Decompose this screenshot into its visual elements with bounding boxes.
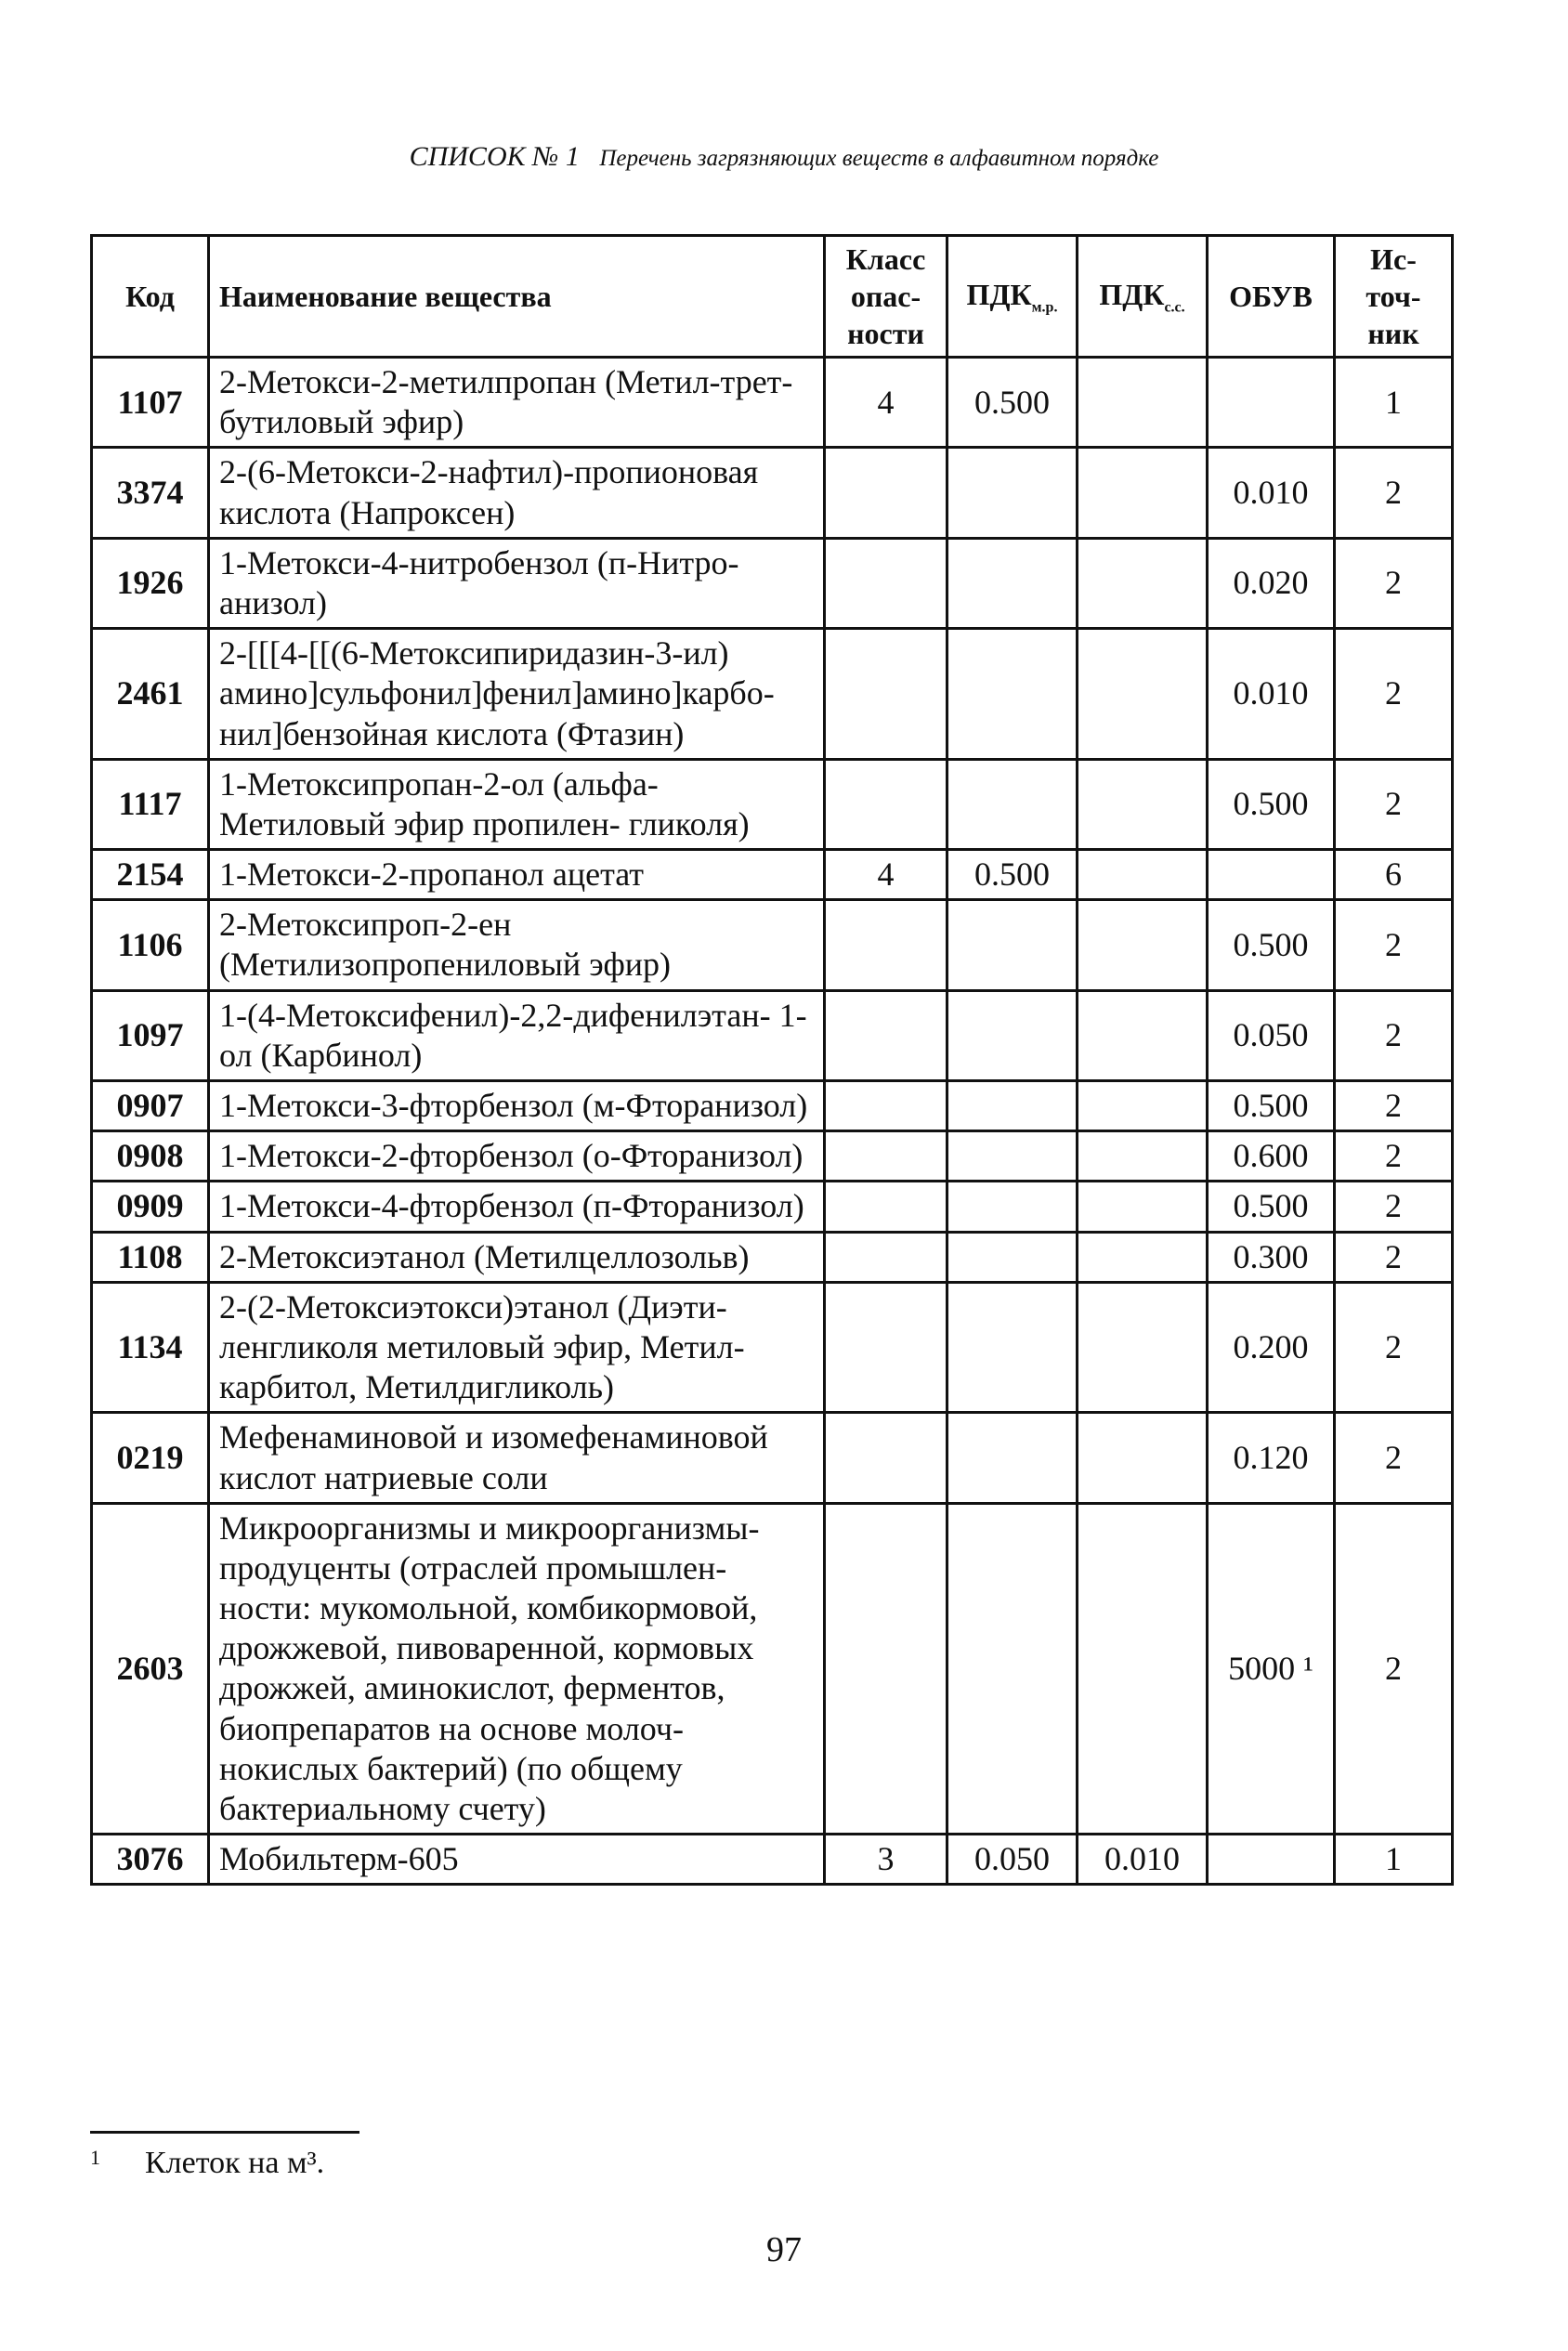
cell-source: 2 bbox=[1335, 1232, 1453, 1282]
cell-name: 1-Метокси-2-фторбензол (о-Фторанизол) bbox=[209, 1131, 825, 1182]
cell-hazard-class bbox=[825, 1282, 947, 1413]
table-row bbox=[92, 1503, 1453, 1835]
cell-code: 0907 bbox=[92, 1081, 209, 1131]
cell-pdk-mr bbox=[947, 1282, 1078, 1413]
cell-hazard-class bbox=[825, 1503, 947, 1835]
cell-obuv: 5000 ¹ bbox=[1208, 1503, 1335, 1835]
table-header bbox=[92, 236, 1453, 358]
footnote-divider bbox=[90, 2131, 359, 2134]
list-title: СПИСОК № 1 bbox=[409, 141, 580, 172]
substances-table bbox=[90, 234, 1454, 1886]
cell-name: 1-Метокси-4-нитробензол (п-Нитро- анизол) bbox=[209, 538, 825, 628]
cell-code: 0219 bbox=[92, 1413, 209, 1503]
cell-source: 2 bbox=[1335, 629, 1453, 760]
table-row bbox=[92, 990, 1453, 1080]
cell-code: 2461 bbox=[92, 629, 209, 760]
cell-hazard-class bbox=[825, 1131, 947, 1182]
cell-pdk-mr: 0.500 bbox=[947, 850, 1078, 900]
footnote-marker: 1 bbox=[90, 2146, 100, 2169]
cell-pdk-ss bbox=[1078, 1081, 1208, 1131]
cell-code: 1117 bbox=[92, 759, 209, 849]
cell-pdk-ss bbox=[1078, 1503, 1208, 1835]
cell-pdk-ss bbox=[1078, 990, 1208, 1080]
table-row bbox=[92, 759, 1453, 849]
table-row bbox=[92, 1835, 1453, 1885]
cell-name: 2-(2-Метоксиэтокси)этанол (Диэти- ленгликоля метиловый эфир, Метил- карбитол, Метилдигликоль) bbox=[209, 1282, 825, 1413]
cell-pdk-mr bbox=[947, 900, 1078, 990]
col-header-hazard-class: Класс опас- ности bbox=[825, 236, 947, 358]
cell-hazard-class bbox=[825, 1081, 947, 1131]
footnote-text: Клеток на м³. bbox=[145, 2146, 325, 2180]
cell-code: 0909 bbox=[92, 1182, 209, 1232]
cell-obuv: 0.500 bbox=[1208, 759, 1335, 849]
cell-hazard-class bbox=[825, 1232, 947, 1282]
cell-name: 2-Метокси-2-метилпропан (Метил-трет-бутиловый эфир) bbox=[209, 358, 825, 448]
cell-pdk-mr bbox=[947, 448, 1078, 538]
cell-pdk-ss bbox=[1078, 900, 1208, 990]
cell-hazard-class: 4 bbox=[825, 358, 947, 448]
col-header-name: Наименование вещества bbox=[209, 236, 825, 358]
cell-pdk-mr bbox=[947, 1232, 1078, 1282]
cell-pdk-mr bbox=[947, 629, 1078, 760]
table-row bbox=[92, 448, 1453, 538]
cell-obuv: 0.500 bbox=[1208, 1182, 1335, 1232]
pdk-ss-base: ПДК bbox=[1099, 277, 1165, 311]
cell-source: 2 bbox=[1335, 1081, 1453, 1131]
cell-hazard-class bbox=[825, 629, 947, 760]
cell-code: 2603 bbox=[92, 1503, 209, 1835]
cell-source: 2 bbox=[1335, 990, 1453, 1080]
cell-pdk-mr bbox=[947, 1131, 1078, 1182]
table-row bbox=[92, 1232, 1453, 1282]
cell-name: 2-Метоксипроп-2-ен (Метилизопропениловый эфир) bbox=[209, 900, 825, 990]
table-row bbox=[92, 850, 1453, 900]
cell-hazard-class bbox=[825, 448, 947, 538]
cell-code: 1107 bbox=[92, 358, 209, 448]
cell-name: 2-[[[4-[[(6-Метоксипиридазин-3-ил) амино]сульфонил]фенил]амино]карбо- нил]бензойная кислота (Фтазин) bbox=[209, 629, 825, 760]
cell-obuv: 0.600 bbox=[1208, 1131, 1335, 1182]
col-header-obuv: ОБУВ bbox=[1208, 236, 1335, 358]
cell-source: 2 bbox=[1335, 1503, 1453, 1835]
col-header-pdk-ss bbox=[1078, 236, 1208, 358]
cell-code: 2154 bbox=[92, 850, 209, 900]
footnote bbox=[90, 2146, 324, 2181]
cell-hazard-class: 4 bbox=[825, 850, 947, 900]
cell-pdk-mr bbox=[947, 990, 1078, 1080]
cell-obuv: 0.200 bbox=[1208, 1282, 1335, 1413]
col-header-pdk-mr bbox=[947, 236, 1078, 358]
cell-pdk-mr bbox=[947, 1503, 1078, 1835]
cell-obuv: 0.010 bbox=[1208, 629, 1335, 760]
cell-source: 2 bbox=[1335, 1131, 1453, 1182]
cell-obuv bbox=[1208, 1835, 1335, 1885]
table-row bbox=[92, 629, 1453, 760]
cell-hazard-class: 3 bbox=[825, 1835, 947, 1885]
cell-name: 1-(4-Метоксифенил)-2,2-дифенилэтан- 1-ол (Карбинол) bbox=[209, 990, 825, 1080]
cell-code: 0908 bbox=[92, 1131, 209, 1182]
cell-hazard-class bbox=[825, 1182, 947, 1232]
cell-obuv: 0.500 bbox=[1208, 900, 1335, 990]
table-row bbox=[92, 358, 1453, 448]
cell-pdk-ss bbox=[1078, 629, 1208, 760]
pdk-mr-sub: м.р. bbox=[1031, 299, 1058, 316]
cell-name: Микроорганизмы и микроорганизмы- продуценты (отраслей промышлен- ности: мукомольной, комбикормовой, дрожжевой, пивоваренной, кормовых дрожжей, аминокислот, ферментов, биопрепаратов на основе молоч- нокислых бактерий) (по общему бактериальному счету) bbox=[209, 1503, 825, 1835]
cell-obuv: 0.120 bbox=[1208, 1413, 1335, 1503]
cell-code: 1097 bbox=[92, 990, 209, 1080]
pdk-mr-base: ПДК bbox=[966, 277, 1032, 311]
cell-source: 2 bbox=[1335, 1413, 1453, 1503]
cell-hazard-class bbox=[825, 759, 947, 849]
running-header bbox=[0, 141, 1568, 173]
cell-name: Мобильтерм-605 bbox=[209, 1835, 825, 1885]
cell-hazard-class bbox=[825, 1413, 947, 1503]
cell-source: 2 bbox=[1335, 759, 1453, 849]
cell-name: 1-Метокси-2-пропанол ацетат bbox=[209, 850, 825, 900]
cell-source: 2 bbox=[1335, 1282, 1453, 1413]
cell-source: 1 bbox=[1335, 1835, 1453, 1885]
cell-obuv: 0.050 bbox=[1208, 990, 1335, 1080]
cell-code: 1134 bbox=[92, 1282, 209, 1413]
cell-source: 6 bbox=[1335, 850, 1453, 900]
cell-pdk-mr bbox=[947, 759, 1078, 849]
cell-pdk-mr: 0.050 bbox=[947, 1835, 1078, 1885]
table-body bbox=[92, 358, 1453, 1885]
cell-name: 1-Метоксипропан-2-ол (альфа-Метиловый эфир пропилен- гликоля) bbox=[209, 759, 825, 849]
cell-name: Мефенаминовой и изомефенаминовой кислот натриевые соли bbox=[209, 1413, 825, 1503]
cell-source: 1 bbox=[1335, 358, 1453, 448]
cell-pdk-ss bbox=[1078, 448, 1208, 538]
col-header-source: Ис- точ- ник bbox=[1335, 236, 1453, 358]
table-row bbox=[92, 1282, 1453, 1413]
table-row bbox=[92, 1081, 1453, 1131]
cell-pdk-ss bbox=[1078, 1282, 1208, 1413]
cell-pdk-ss bbox=[1078, 358, 1208, 448]
cell-hazard-class bbox=[825, 990, 947, 1080]
table-row bbox=[92, 1182, 1453, 1232]
cell-obuv: 0.020 bbox=[1208, 538, 1335, 628]
cell-source: 2 bbox=[1335, 900, 1453, 990]
table-row bbox=[92, 1131, 1453, 1182]
cell-pdk-ss bbox=[1078, 1232, 1208, 1282]
table-row bbox=[92, 1413, 1453, 1503]
cell-source: 2 bbox=[1335, 1182, 1453, 1232]
cell-pdk-ss bbox=[1078, 538, 1208, 628]
cell-pdk-ss bbox=[1078, 850, 1208, 900]
cell-name: 2-Метоксиэтанол (Метилцеллозольв) bbox=[209, 1232, 825, 1282]
pdk-ss-sub: с.с. bbox=[1164, 299, 1185, 316]
page-number: 97 bbox=[766, 2230, 802, 2269]
cell-obuv: 0.300 bbox=[1208, 1232, 1335, 1282]
cell-pdk-mr bbox=[947, 538, 1078, 628]
cell-name: 2-(6-Метокси-2-нафтил)-пропионовая кислота (Напроксен) bbox=[209, 448, 825, 538]
cell-obuv bbox=[1208, 358, 1335, 448]
cell-obuv: 0.010 bbox=[1208, 448, 1335, 538]
cell-source: 2 bbox=[1335, 538, 1453, 628]
cell-hazard-class bbox=[825, 538, 947, 628]
col-header-code: Код bbox=[92, 236, 209, 358]
cell-obuv bbox=[1208, 850, 1335, 900]
cell-code: 1106 bbox=[92, 900, 209, 990]
cell-code: 3374 bbox=[92, 448, 209, 538]
cell-pdk-ss bbox=[1078, 1131, 1208, 1182]
table-row bbox=[92, 900, 1453, 990]
cell-code: 1926 bbox=[92, 538, 209, 628]
cell-pdk-ss bbox=[1078, 1413, 1208, 1503]
cell-pdk-ss: 0.010 bbox=[1078, 1835, 1208, 1885]
cell-pdk-mr bbox=[947, 1182, 1078, 1232]
cell-pdk-ss bbox=[1078, 1182, 1208, 1232]
header-row bbox=[92, 236, 1453, 358]
cell-pdk-ss bbox=[1078, 759, 1208, 849]
cell-obuv: 0.500 bbox=[1208, 1081, 1335, 1131]
cell-name: 1-Метокси-3-фторбензол (м-Фторанизол) bbox=[209, 1081, 825, 1131]
cell-pdk-mr bbox=[947, 1413, 1078, 1503]
cell-name: 1-Метокси-4-фторбензол (п-Фторанизол) bbox=[209, 1182, 825, 1232]
cell-code: 1108 bbox=[92, 1232, 209, 1282]
table-row bbox=[92, 538, 1453, 628]
cell-hazard-class bbox=[825, 900, 947, 990]
cell-pdk-mr: 0.500 bbox=[947, 358, 1078, 448]
list-subtitle: Перечень загрязняющих веществ в алфавитном порядке bbox=[599, 146, 1159, 171]
cell-code: 3076 bbox=[92, 1835, 209, 1885]
cell-source: 2 bbox=[1335, 448, 1453, 538]
cell-pdk-mr bbox=[947, 1081, 1078, 1131]
